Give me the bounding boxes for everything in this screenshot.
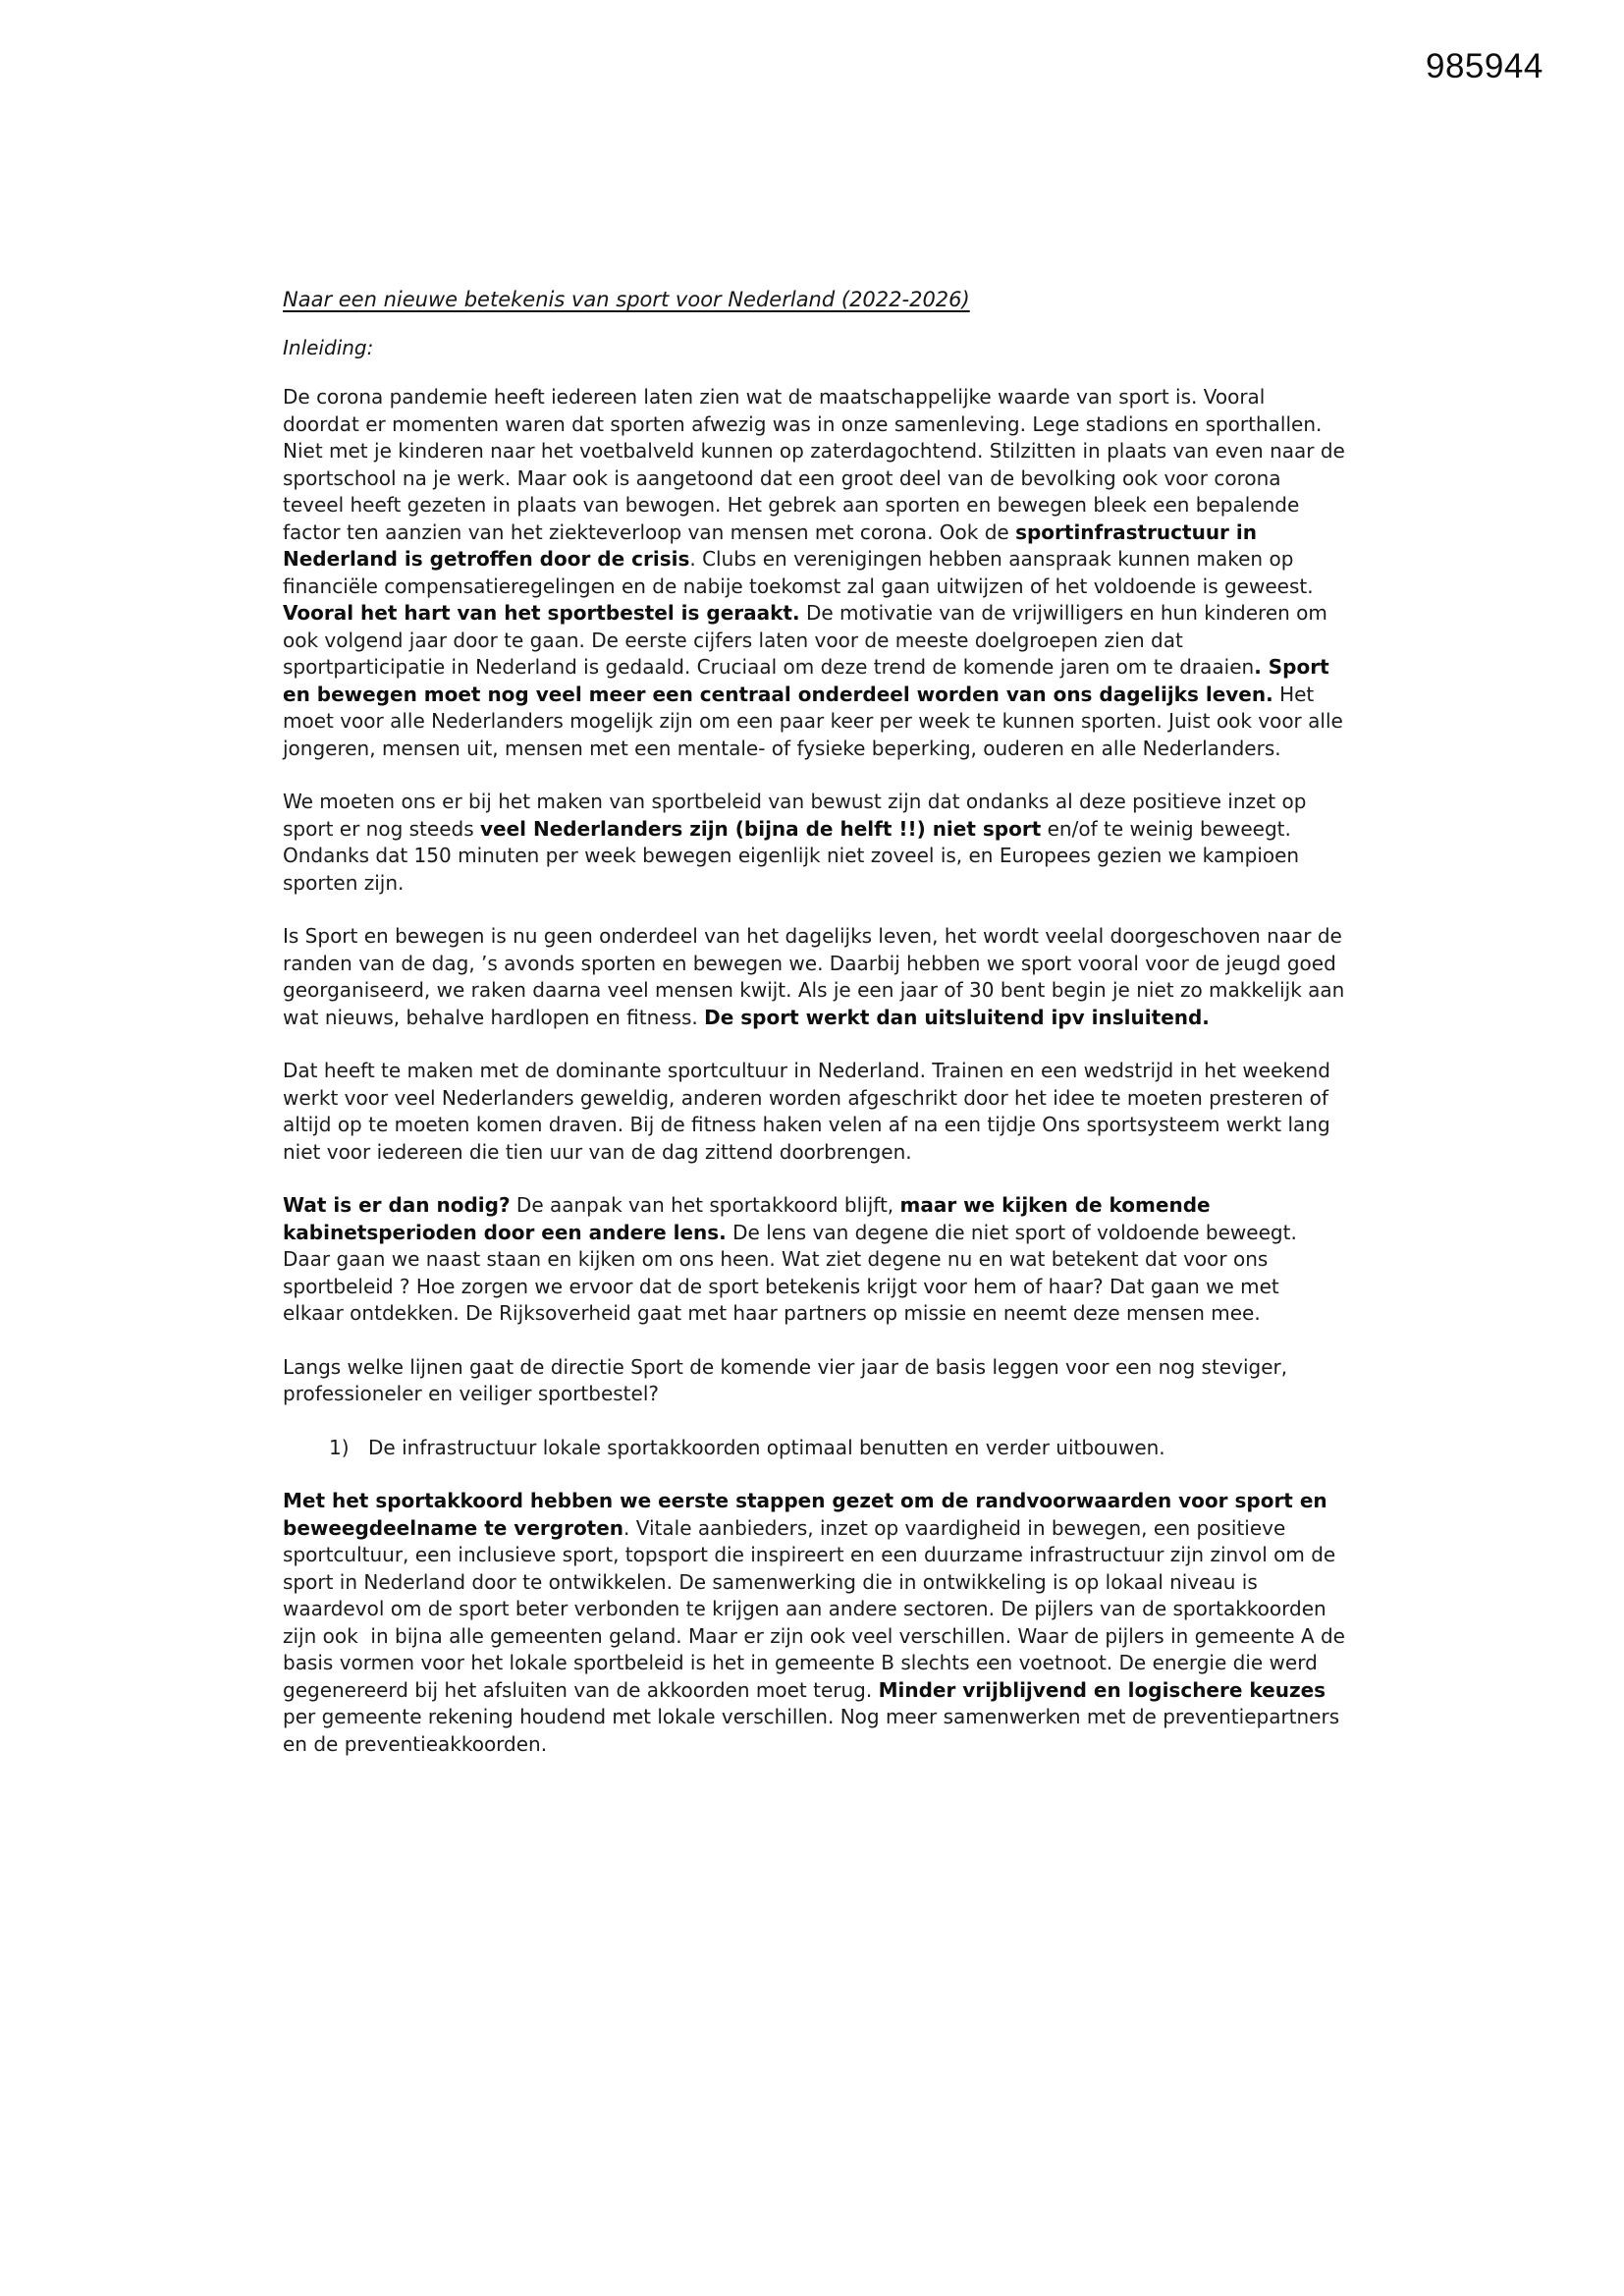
paragraph bbox=[283, 923, 1351, 1031]
text-run: per gemeente rekening houdend met lokale verschillen. Nog meer samenwerken met de preventiepartners en de preventieakkoorden. bbox=[283, 1677, 1346, 1756]
text-run-bold: Met het sportakkoord hebben we eerste stappen gezet om de randvoorwaarden voor sport en beweegdeelname te vergroten bbox=[283, 1489, 1334, 1540]
document-body bbox=[283, 384, 1352, 1758]
text-run: en/of te weinig beweegt. Ondanks dat 150 minuten per week bewegen eigenlijk niet zoveel is, en Europees gezien we kampioen sporten zijn. bbox=[283, 816, 1306, 895]
text-run: De motivatie van de vrijwilligers en hun kinderen om ook volgend jaar door te gaan. De eerste cijfers laten voor de meeste doelgroepen zien dat sportparticipatie in Nederland is gedaald. Cruciaal om deze trend de komende jaren om te draaien bbox=[283, 601, 1334, 679]
text-run-bold: Minder vrijblijvend en logischere keuzes bbox=[878, 1677, 1326, 1702]
text-run: Langs welke lijnen gaat de directie Sport de komende vier jaar de basis leggen voor een nog steviger, professioneler en veiliger sportbestel? bbox=[283, 1354, 1294, 1405]
paragraph bbox=[283, 1058, 1345, 1166]
text-run: De corona pandemie heeft iedereen laten zien wat de maatschappelijke waarde van sport is. Vooral doordat er momenten waren dat sporten afwezig was in onze samenleving. Lege stadions en sporthallen. Niet met je kinderen naar het voetbalveld kunnen op zaterdagochtend. Stilzitten in plaats van even naar de sportschool na je werk. Maar ook is aangetoond dat een groot deel van de bevolking ook voor corona teveel heeft gezeten in plaats van bewogen. Het gebrek aan sporten en bewegen bleek een bepalende factor ten aanzien van het ziekteverloop van mensen met corona. Ook de bbox=[283, 385, 1352, 544]
section-heading-inleiding: Inleiding: bbox=[283, 335, 374, 359]
text-run: Het moet voor alle Nederlanders mogelijk zijn om een paar keer per week te kunnen sporten. Juist ook voor alle jongeren, mensen uit, mensen met een mentale- of fysieke beperking, ouderen en alle Nederlanders. bbox=[283, 682, 1350, 760]
text-run-bold: sportinfrastructuur in Nederland is getroffen door de crisis bbox=[283, 519, 1264, 571]
paragraph bbox=[283, 1354, 1345, 1408]
text-run-bold: Wat is er dan nodig? bbox=[283, 1193, 511, 1217]
list-marker: 1) bbox=[329, 1435, 350, 1459]
text-run: De lens van degene die niet sport of voldoende beweegt. Daar gaan we naast staan en kijken om ons heen. Wat ziet degene nu en wat betekent dat voor ons sportbeleid ? Hoe zorgen we ervoor dat de sport betekenis krijgt voor hem of haar? Dat gaan we met elkaar ontdekken. De Rijksoverheid gaat met haar partners op missie en neemt deze mensen mee. bbox=[283, 1220, 1304, 1325]
text-run: . Clubs en verenigingen hebben aanspraak kunnen maken op financiële compensatieregelingen en de nabije toekomst zal gaan uitwijzen of het voldoende is geweest. bbox=[283, 547, 1320, 598]
paragraph bbox=[283, 1192, 1345, 1328]
paragraph bbox=[283, 789, 1345, 897]
text-run: De infrastructuur lokale sportakkoorden optimaal benutten en verder uitbouwen. bbox=[368, 1435, 1165, 1459]
text-run-bold: veel Nederlanders zijn (bijna de helft !!) niet sport bbox=[479, 816, 1042, 841]
text-run: . Vitale aanbieders, inzet op vaardigheid in bewegen, een positieve sportcultuur, een inclusieve sport, topsport die inspireert en een duurzame infrastructuur zijn zinvol om de sport in Nederland door te ontwikkelen. De samenwerking die in ontwikkeling is op lokaal niveau is waardevol om de sport beter verbonden te krijgen aan andere sectoren. De pijlers van de sportakkoorden zijn ook in bijna alle gemeenten geland. Maar er zijn ook veel verschillen. Waar de pijlers in gemeente A de basis vormen voor het lokale sportbeleid is het in gemeente B slechts een voetnoot. De energie die werd gegenereerd bij het afsluiten van de akkoorden moet terug. bbox=[283, 1515, 1352, 1702]
text-run-bold: . Sport en bewegen moet nog veel meer een centraal onderdeel worden van ons dagelijks leven. bbox=[283, 655, 1336, 706]
paragraph bbox=[283, 384, 1352, 762]
paragraph bbox=[283, 1488, 1352, 1758]
text-run: Dat heeft te maken met de dominante sportcultuur in Nederland. Trainen en een wedstrijd in het weekend werkt voor veel Nederlanders geweldig, anderen worden afgeschrikt door het idee te moeten presteren of altijd op te moeten komen draven. Bij de fitness haken velen af na een tijdje Ons sportsysteem werkt lang niet voor iedereen die tien uur van de dag zittend doorbrengen. bbox=[283, 1059, 1337, 1164]
text-run: De aanpak van het sportakkoord blijft, bbox=[510, 1193, 900, 1217]
text-run: We moeten ons er bij het maken van sportbeleid van bewust zijn dat ondanks al deze positieve inzet op sport er nog steeds bbox=[283, 790, 1313, 841]
text-run-bold: Vooral het hart van het sportbestel is geraakt. bbox=[283, 601, 800, 625]
text-run-bold: maar we kijken de komende kabinetsperioden door een andere lens. bbox=[283, 1193, 1218, 1244]
document-title: Naar een nieuwe betekenis van sport voor Nederland (2022-2026) bbox=[283, 288, 970, 311]
text-run: Is Sport en bewegen is nu geen onderdeel van het dagelijks leven, het wordt veelal doorgeschoven naar de randen van de dag, ’s avonds sporten en bewegen we. Daarbij hebben we sport vooral voor de jeugd goed georganiseerd, we raken daarna veel mensen kwijt. Als je een jaar of 30 bent begin je niet zo makkelijk aan wat nieuws, behalve hardlopen en fitness. bbox=[283, 924, 1351, 1029]
document-content bbox=[283, 287, 1352, 1784]
text-run-bold: De sport werkt dan uitsluitend ipv insluitend. bbox=[704, 1005, 1210, 1029]
list-item bbox=[283, 1435, 1345, 1462]
document-number-stamp: 985944 bbox=[1426, 47, 1543, 85]
